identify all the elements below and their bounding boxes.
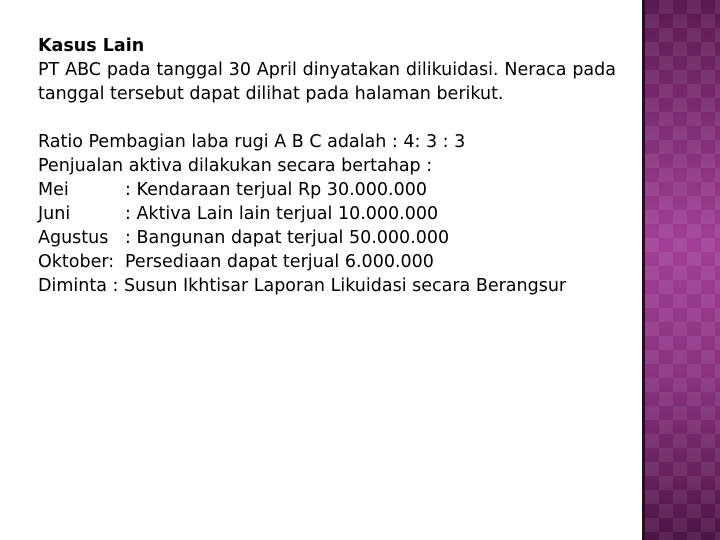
slide-heading: Kasus Lain — [38, 36, 145, 56]
intro-paragraph: PT ABC pada tanggal 30 April dinyatakan dilikuidasi. Neraca pada tanggal tersebut dapat dilihat pada halaman berikut. — [38, 60, 616, 104]
schedule-item: : Kendaraan terjual Rp 30.000.000 — [125, 180, 428, 200]
schedule-row-agustus — [38, 226, 616, 250]
schedule-item: : Aktiva Lain lain terjual 10.000.000 — [125, 204, 439, 224]
profit-ratio-text: Ratio Pembagian laba rugi A B C adalah : 4: 3 : 3 — [38, 132, 466, 152]
schedule-row-oktober — [38, 250, 616, 274]
request-text: Diminta : Susun Ikhtisar Laporan Likuidasi secara Berangsur — [38, 276, 567, 296]
sales-intro-text: Penjualan aktiva dilakukan secara bertahap : — [38, 156, 433, 176]
schedule-row-mei — [38, 178, 616, 202]
schedule-month: Juni — [38, 204, 71, 224]
schedule-row-juni — [38, 202, 616, 226]
schedule-month: Mei — [38, 180, 69, 200]
slide-content — [38, 34, 616, 298]
schedule-month: Agustus — [38, 228, 109, 248]
spacer — [38, 106, 616, 130]
decorative-side-panel — [642, 0, 720, 540]
schedule-item: : Bangunan dapat terjual 50.000.000 — [125, 228, 450, 248]
schedule-item: Persediaan dapat terjual 6.000.000 — [125, 252, 434, 272]
schedule-month: Oktober: — [38, 252, 115, 272]
